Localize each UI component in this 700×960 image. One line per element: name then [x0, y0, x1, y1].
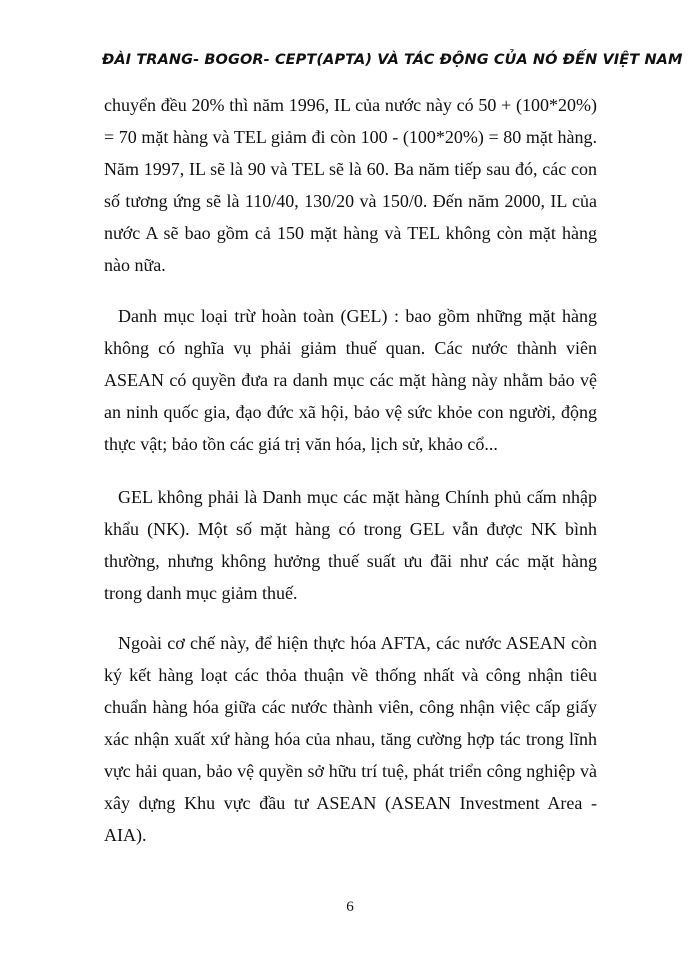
paragraph-afta-agreements: Ngoài cơ chế này, để hiện thực hóa AFTA, các nước ASEAN còn ký kết hàng loạt các thỏa thuận về thống nhất và công nhận tiêu chuẩn hàng hóa giữa các nước thành viên, công nhận việc cấp giấy xác nhận xuất xứ hàng hóa của nhau, tăng cường hợp tác trong lĩnh vực hải quan, bảo vệ quyền sở hữu trí tuệ, phát triển công nghiệp và xây dựng Khu vực đầu tư ASEAN (ASEAN Investment Area - AIA).	[104, 633, 597, 845]
paragraph-gel-definition: Danh mục loại trừ hoàn toàn (GEL) : bao gồm những mặt hàng không có nghĩa vụ phải giảm thuế quan. Các nước thành viên ASEAN có quyền đưa ra danh mục các mặt hàng này nhằm bảo vệ an ninh quốc gia, đạo đức xã hội, bảo vệ sức khỏe con người, động thực vật; bảo tồn các giá trị văn hóa, lịch sử, khảo cổ...	[104, 306, 597, 454]
paragraph-continuation: chuyển đều 20% thì năm 1996, IL của nước này có 50 + (100*20%) = 70 mặt hàng và TEL giảm đi còn 100 - (100*20%) = 80 mặt hàng. Năm 1997, IL sẽ là 90 và TEL sẽ là 60. Ba năm tiếp sau đó, các con số tương ứng sẽ là 110/40, 130/20 và 150/0. Đến năm 2000, IL của nước A sẽ bao gồm cả 150 mặt hàng và TEL không còn mặt hàng nào nữa.	[104, 95, 597, 275]
page-number: 6	[346, 899, 354, 915]
paragraph-gel-not-ban: GEL không phải là Danh mục các mặt hàng Chính phủ cấm nhập khẩu (NK). Một số mặt hàng có trong GEL vẫn được NK bình thường, nhưng không hưởng thuế suất ưu đãi như các mặt hàng trong danh mục giảm thuế.	[104, 487, 597, 603]
running-header-title: ĐÀI TRANG- BOGOR- CEPT(APTA) VÀ TÁC ĐỘNG CỦA NÓ ĐẾN VIỆT NAM	[102, 52, 683, 68]
